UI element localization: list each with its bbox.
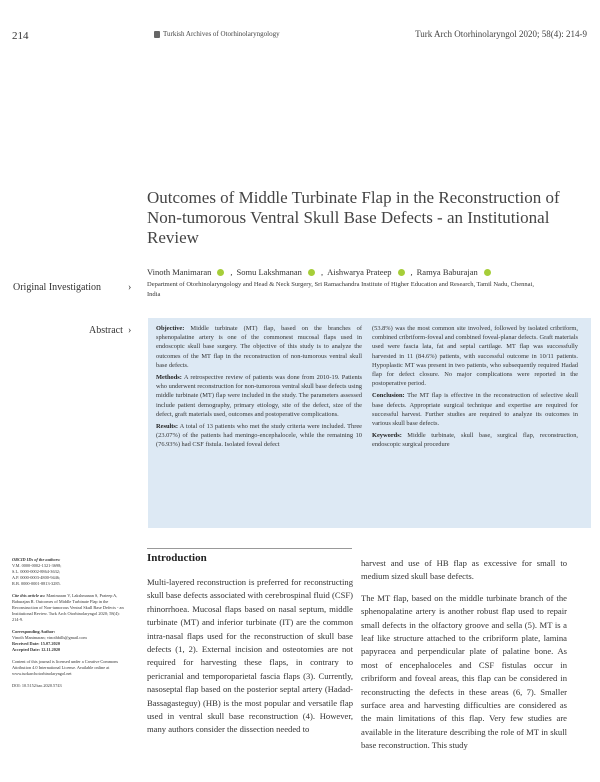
abstract-column-left (156, 324, 362, 453)
doi[interactable]: DOI: 10.5152/tao.2020.5743 (12, 683, 62, 688)
author-name[interactable]: Somu Lakshmanan (236, 267, 302, 277)
affiliation: Department of Otorhinolaryngology and Head & Neck Surgery, Sri Ramachandra Institute of Higher Education and Research, Tamil Nadu, Chennai, India (147, 281, 534, 298)
header-citation: Turk Arch Otorhinolaryngol 2020; 58(4): 214-9 (415, 29, 587, 39)
section-arrow-icon: › (128, 282, 132, 293)
author-name[interactable]: Ramya Baburajan (416, 267, 478, 277)
intro-paragraph-1: Multi-layered reconstruction is preferred for reconstructing skull base defects associated with cerebrospinal fluid (CSF) rhinorrhoea. Mucosal flaps based on nasal septum, middle turbinate (MT) and inferior turbinate (IT) are the common intra-nasal flaps used for the reconstruction of skull base defects (1, 2). External incision and osteotomies are not required for harvesting these flaps, in contrary to pericranial and temporoparietal fascia flaps (3). Currently, nasoseptal flap based on the posterior septal artery (Hadad-Bassagasteguy) (HB) is the most popular and versatile flap used in ventral skull base reconstruction (4). However, many authors consider the dissection needed to (147, 577, 353, 735)
section-divider (147, 548, 352, 549)
orcid-icon[interactable] (217, 269, 224, 276)
abstract-arrow-icon: › (128, 325, 132, 336)
intro-paragraph-2: harvest and use of HB flap as excessive for small to medium sized skull base defects. (361, 558, 567, 582)
abstract-results-cont: (53.8%) was the most common site involved, followed by isolated cribriform, combined cribriform-foveal and combined foveal-planar defects. Graft materials used were fascia lata, fat and septal cartilage. MT flap was successfully harvested in 11 (84.6%) patients, with successful outcome in 10/11 patients. Hypoplastic MT was present in two patients, who subsequently required Hadad flap for defect closure. No major complications were reported in the postoperative period. (372, 325, 578, 388)
article-info-sidebar (12, 557, 128, 689)
abstract-objective: Objective: Middle turbinate (MT) flap, based on the branches of sphenopalatine artery is one of the commonest mucosal flaps used in endoscopic skull base surgery. The objective of this study is to analyze the outcomes of the MT flap in the reconstruction of non-tumorous ventral skull base defects. (156, 325, 362, 369)
corresponding-author-block: Corresponding Author: Vinoth Manimaran; vinothbilh@gmail.com Received Date: 15.07.2020 Accepted Date: 12.11.2020 (12, 629, 87, 652)
section-label: Original Investigation (13, 282, 102, 293)
intro-heading: Introduction (147, 552, 207, 564)
author-name[interactable]: Vinoth Manimaran (147, 267, 212, 277)
author-name[interactable]: Aishwarya Prateep (327, 267, 392, 277)
abstract-methods: Methods: A retrospective review of patients was done from 2010-19. Patients who underwent reconstruction for non-tumorous ventral skull base defects using middle turbinate (MT) flap were included in the study. The parameters assessed include patient demography, primary etiology, site of the defect, size of the defect, graft materials used, outcomes and postoperative complications. (156, 374, 362, 418)
page-number: 214 (12, 30, 29, 42)
orcid-icon[interactable] (308, 269, 315, 276)
orcid-icon[interactable] (398, 269, 405, 276)
journal-logo-icon (154, 31, 160, 38)
author-list: Vinoth Manimaran , Somu Lakshmanan , Aishwarya Prateep , Ramya Baburajan (147, 267, 587, 277)
cite-block: Cite this article as: Manimaran V, Lakshmanan S, Prateep A, Baburajan R. Outcomes of Middle Turbinate Flap in the Reconstruction of Non-tumorous Ventral Skull Base Defects - an Institutional Review. Turk Arch Otorhinolaryngol 2020; 58(4): 214-9. (12, 593, 124, 622)
intro-paragraph-3: The MT flap, based on the middle turbinate branch of the sphenopalatine artery is another robust flap used to repair small defects in the olfactory groove and sella (5). MT is a leaf like structure attached to the cribriform plate, lamina papyracea and perpendicular plate of palatine bone. As most of encephaloceles and CSF fistulas occur in cribriform and foveal areas, this flap can be considered in reconstructing the defects in these areas (6, 7). Smaller surface area and harvesting difficulties are considered as the main limitations of this flap. Very few studies are available in the literature describing the role of MT in skull base reconstruction. This study (361, 592, 567, 751)
license-block: Content of this journal is licensed under a Creative Commons Attribution 4.0 International License. Available online at www.turkarchotorhinolaryngol.net (12, 659, 119, 676)
orcid-icon[interactable] (484, 269, 491, 276)
abstract-label: Abstract (89, 325, 123, 336)
intro-column-left (147, 576, 353, 745)
abstract-conclusion: Conclusion: The MT flap is effective in the reconstruction of selective skull base defects. Appropriate surgical technique and expertise are required for successful harvest. Further studies are required to analyze its outcomes in various skull base defects. (372, 392, 578, 428)
abstract-results: Results: A total of 13 patients who met the study criteria were included. Three (23.07%) of the patients had meningo-encephalocele, while the remaining 10 (76.93%) had CSF fistula. Isolated foveal defect (156, 423, 362, 449)
intro-column-right (361, 557, 567, 761)
article-title: Outcomes of Middle Turbinate Flap in the Reconstruction of Non-tumorous Ventral Skull Base Defects - an Institutional Review (147, 188, 560, 247)
abstract-column-right (372, 324, 578, 453)
journal-logo-text: Turkish Archives of Otorhinolaryngology (163, 30, 280, 38)
abstract-keywords: Keywords: Middle turbinate, skull base, surgical flap, reconstruction, endoscopic surgical procedure (372, 432, 578, 449)
journal-logo (154, 30, 280, 38)
orcid-block: ORCID IDs of the authors: V.M. 0000-0002-1321-3698; S.L. 0000-0002-8864-3632; A.P. 0000-0003-4800-9446; R.B. 0000-0001-8813-3285. (12, 557, 62, 586)
abstract-box (148, 318, 591, 528)
